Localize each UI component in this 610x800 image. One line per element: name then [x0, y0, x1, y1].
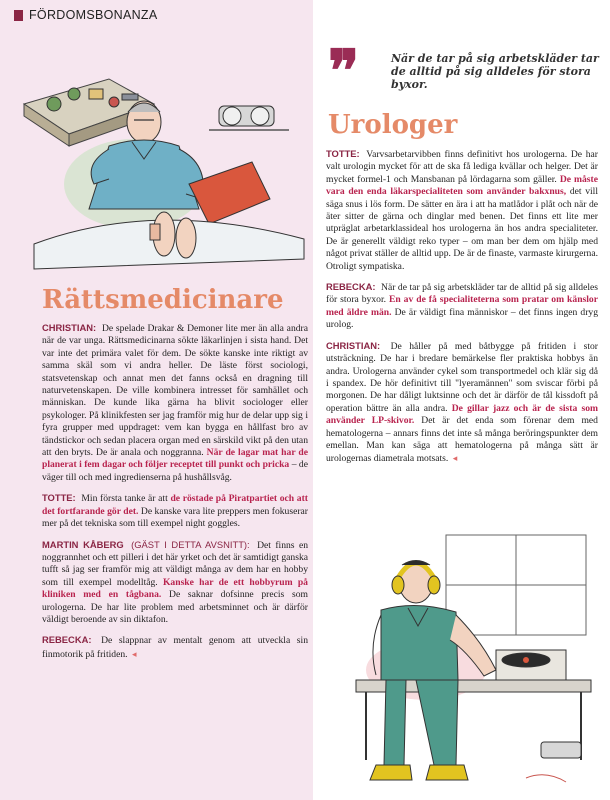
text: De håller på med båtbygge på fritiden i stor utsträckning. De har i bredare bemärkelse fler praktiska hobbys än andra. Urologerna använder cykel som transportmedel och klär sig då i spandex. De hör definitivt till "lyeramännen" som sviscar förbi på morgonen. De har dåligt luktsinne och det är därför de tål kissdoft på operation bättre än alla andra. [326, 340, 598, 414]
speaker-rebecka: REBECKA: [42, 634, 92, 646]
section-tag-block [14, 10, 23, 21]
speaker-christian: CHRISTIAN: [326, 339, 381, 351]
text: – de väger till och med ingredienserna på hushållsvåg. [42, 459, 308, 483]
highlight: de röstade på Piratpartiet och att det fortfarande gör det. [42, 493, 308, 517]
paragraph-rebecka [326, 281, 598, 332]
speaker-christian: CHRISTIAN: [42, 322, 97, 333]
speaker-totte: TOTTE: [42, 492, 76, 504]
heading-urologists: Urologer [328, 110, 458, 140]
urologist-illustration [346, 530, 596, 795]
section-label: FÖRDOMSBONANZA [29, 8, 158, 22]
paragraph-martin [42, 539, 308, 627]
text: De saknar dofsinne precis som urologerna. De har lite problem med arbetsminnet och är därför väldigt beroende av sin diktafon. [42, 589, 308, 625]
text: De är väldigt fina människor – det finns ingen dryg urolog. [326, 306, 598, 331]
heading-forensic-doctors: Rättsmedicinare [42, 285, 284, 315]
text: De kanske vara lite preppers men fokuserar mer på det tekniska som till exempel night goggles. [42, 505, 308, 530]
highlight: Kanske har de ett hobbyrum på kliniken med en tågbana. [42, 576, 308, 601]
paragraph-christian [42, 322, 308, 484]
text: Varvsarbetarvibben finns definitivt hos urologerna. De har valt urologin mycket för att de ska få lediga kvällar och helger. Det är mycket formel-1 och Mansbanan på lördagarna som gäller. [326, 149, 598, 185]
section-tag [14, 8, 158, 22]
speaker-totte: TOTTE: [326, 148, 360, 159]
paragraph-totte [326, 148, 598, 273]
highlight: De måste vara den enda läkarspecialiteten som använder bakxnus, [326, 173, 598, 198]
pull-quote [328, 37, 599, 108]
text: De spelade Drakar & Demoner lite mer än alla andra när de var unga. Rättsmedicinarna sökte läkarlinjen i sista hand. Det var inte det primära valet för dem. De sökte kanske inte riktigt av samma skäl som vi andra heller. De läste först sociologi, statsvetenskap och annat men det fanns också en dragning till naturvetenskapen. De ville kombinera intresset för samhället och människan. De kunde lika gärna ha blivit sociologer eller psykologer. På klinikfesten ser jag framför mig hur de delar upp sig i fyra grupper med uppdraget: vem kan bygga en hållfast bro av tändstickor och sedan placera organ med en särskild vikt på den utan att den bryts. De är anala och noggranna. [42, 323, 308, 459]
paragraph-totte [42, 492, 308, 530]
speaker-rebecka: REBECKA: [326, 281, 376, 293]
forensic-article [42, 322, 308, 669]
text: När de tar på sig arbetskläder tar de alltid på sig alldeles för stora byxor. [326, 282, 598, 306]
urology-article [326, 148, 598, 474]
text: Det finns en noggrannhet och ett pilleri i det här yrket och det är samtidigt ganska tufft så jag ser framför mig att väldigt många av dem har en hobby som till exempel modelltåg. [42, 539, 309, 588]
page-gutter [313, 0, 319, 800]
highlight: De gillar jazz och är de sista som använder LP-skivor. [326, 402, 598, 427]
text: Det är det enda som förenar dem med hematologerna – annars finns det inte så många beröringspunkter dem emellan. Man kan säga att hematologerna på många sätt är urologernas diametrala motsats. [326, 415, 598, 465]
speaker-martin: MARTIN KÅBERG [42, 538, 124, 550]
text: det vill säga snus i lös form. De sätter en ära i att ha matlådor i plåt och när de äter sitter de gärna och dinglar med benen. Det finns ett lite mer utpräglat arbetarklassideal hos urologerna än hos andra specialiteter. De är generellt väldigt reko typer – om man ber dem om hjälp med något privat ställer de alltid upp. De är de finaste, varmaste kirurgerna. Otroligt sympatiska. [326, 186, 598, 272]
highlight: När de lagar mat har de planerat i fem dagar och följer receptet till punkt och pricka [42, 447, 308, 471]
forensic-doctor-illustration [14, 34, 310, 280]
speaker-note: (GÄST I DETTA AVSNITT): [131, 538, 250, 550]
end-mark-icon: ◂ [452, 453, 458, 464]
paragraph-rebecka [42, 634, 308, 661]
end-mark-icon: ◂ [131, 648, 137, 659]
highlight: En av de få specialiteterna som pratar om känslor med äldre män. [326, 294, 598, 318]
paragraph-christian [326, 340, 598, 466]
text: De slappnar av mentalt genom att utveckla sin finmotorik på fritiden. [42, 635, 308, 660]
text: Min första tanke är att [81, 493, 168, 505]
quote-text: När de tar på sig arbetskläder tar de alltid på sig alldeles för stora byxor. [391, 52, 599, 91]
quote-mark-icon: ❞ [328, 37, 360, 105]
